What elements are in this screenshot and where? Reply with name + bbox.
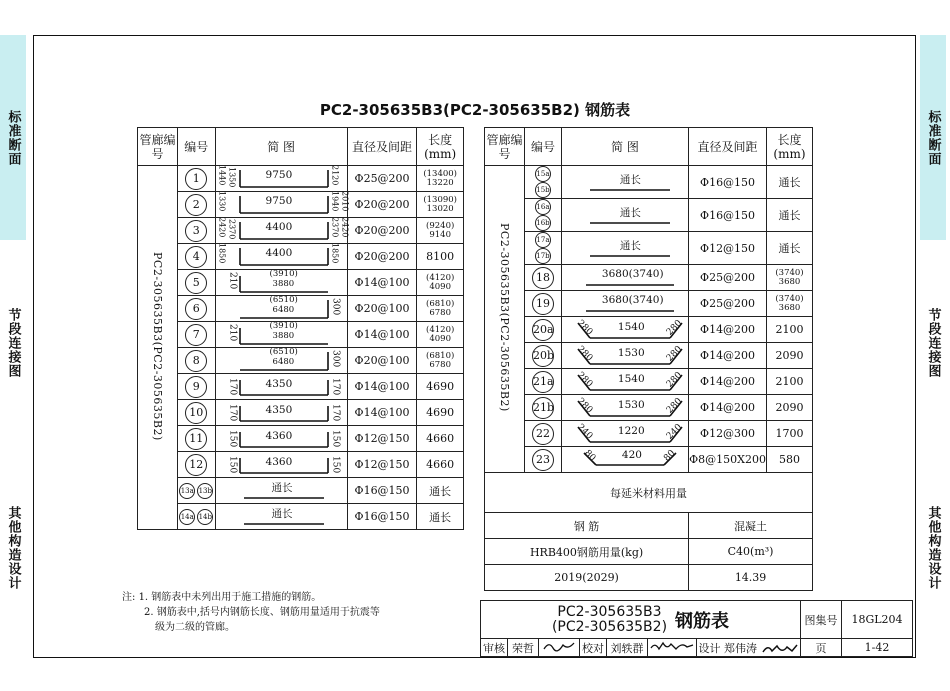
table-row: [485, 369, 813, 395]
bar-number-mark: 21a: [532, 371, 554, 393]
diagram-dimension: 6480: [272, 305, 295, 315]
bar-diameter-spacing: Φ16@150: [689, 166, 767, 199]
bar-diagram: [561, 369, 688, 395]
bar-number: [178, 322, 216, 348]
bar-diameter-spacing: Φ20@200: [347, 244, 417, 270]
bar-diagram: [215, 452, 347, 478]
atlas-number: 18GL204: [842, 601, 913, 639]
diagram-dimension: (6510): [269, 347, 298, 357]
diagram-dimension: 2010: [340, 191, 350, 212]
bar-length: 8100: [417, 244, 464, 270]
header-diagram: 简 图: [561, 128, 688, 166]
diagram-dimension: 4350: [265, 378, 293, 390]
bar-length: 1700: [766, 421, 812, 447]
bar-number: [525, 395, 562, 421]
bar-length: 4660: [417, 426, 464, 452]
bar-number: [178, 166, 216, 192]
design-cell: 设计 郑伟涛: [697, 639, 801, 657]
bar-number-mark: 17b: [535, 248, 551, 264]
diagram-dimension: 420: [621, 449, 642, 461]
diagram-dimension: 4360: [265, 456, 293, 468]
bar-number-mark: 6: [185, 298, 207, 320]
bar-diameter-spacing: Φ20@200: [347, 192, 417, 218]
diagram-dimension: 通长: [271, 482, 293, 494]
summary-steel-unit: HRB400钢筋用量(kg): [485, 539, 689, 565]
side-tab-standard-section-left: 标准断面: [0, 35, 26, 240]
bar-diameter-spacing: Φ8@150X200: [689, 447, 767, 473]
diagram-dimension: 6480: [272, 357, 295, 367]
bar-number-mark: 13b: [197, 483, 213, 499]
bar-diameter-spacing: Φ14@100: [347, 270, 417, 296]
table-row: [485, 199, 813, 232]
table-row: [138, 166, 464, 192]
bar-diagram: [561, 199, 688, 232]
diagram-dimension: 280: [574, 318, 595, 338]
side-tab-standard-section-right: 标准断面: [920, 35, 946, 240]
bar-diagram: [215, 426, 347, 452]
table-row: [138, 452, 464, 478]
bar-number: [525, 199, 562, 232]
diagram-dimension: 240: [664, 422, 685, 442]
bar-length: 2100: [766, 317, 812, 343]
header-diagram: 简 图: [215, 128, 347, 166]
diagram-dimension: 1850: [330, 243, 340, 264]
bar-diagram: [215, 504, 347, 530]
table-row: [485, 317, 813, 343]
bar-number-mark: 8: [185, 350, 207, 372]
bar-diameter-spacing: Φ14@200: [689, 395, 767, 421]
side-tab-segment-connection-right: 节段连接图: [925, 307, 941, 378]
table-row: [485, 166, 813, 199]
diagram-dimension: 2420: [340, 217, 350, 238]
bar-diagram: [215, 478, 347, 504]
bar-length: 2090: [766, 343, 812, 369]
bar-diameter-spacing: Φ14@100: [347, 400, 417, 426]
bar-diagram: [561, 343, 688, 369]
table-row: [485, 395, 813, 421]
header-number: 编号: [525, 128, 562, 166]
bar-length: 通长: [766, 166, 812, 199]
diagram-dimension: 9750: [265, 195, 293, 207]
diagram-dimension: 280: [664, 318, 685, 338]
bar-number: [525, 317, 562, 343]
diagram-dimension: 3880: [272, 331, 295, 341]
bar-diagram: [561, 421, 688, 447]
bar-length: 580: [766, 447, 812, 473]
diagram-dimension: 1940: [330, 191, 340, 212]
bar-number: [525, 447, 562, 473]
diagram-dimension: 1350: [227, 167, 237, 188]
bar-diagram: [215, 400, 347, 426]
bar-diagram: [561, 447, 688, 473]
bar-diagram: [561, 317, 688, 343]
diagram-dimension: 1850: [217, 243, 227, 264]
checker-signature: [648, 639, 697, 657]
diagram-dimension: 1330: [217, 191, 227, 212]
diagram-dimension: 4360: [265, 430, 293, 442]
diagram-dimension: 80: [662, 448, 678, 464]
bar-diagram: [561, 265, 688, 291]
bar-number: [178, 426, 216, 452]
bar-diagram: [215, 348, 347, 374]
header-diameter: 直径及间距: [689, 128, 767, 166]
bar-number-mark: 4: [185, 246, 207, 268]
bar-length: (4120) 4090: [417, 270, 464, 296]
bar-number-mark: 22: [532, 423, 554, 445]
diagram-dimension: 4400: [265, 247, 293, 259]
reviewer-signature: [539, 639, 580, 657]
table-row: [138, 296, 464, 322]
diagram-dimension: 150: [227, 456, 238, 474]
bar-diagram: [561, 166, 688, 199]
diagram-dimension: 170: [227, 404, 238, 422]
page-number: 1-42: [842, 639, 913, 657]
header-diameter: 直径及间距: [347, 128, 417, 166]
rebar-table-right: [484, 127, 813, 591]
bar-number: [178, 218, 216, 244]
bar-number: [178, 244, 216, 270]
bar-number: [178, 374, 216, 400]
bar-diameter-spacing: Φ14@200: [689, 369, 767, 395]
bar-number: [178, 504, 216, 530]
diagram-dimension: 280: [574, 396, 595, 416]
bar-diameter-spacing: Φ12@300: [689, 421, 767, 447]
bar-diameter-spacing: Φ20@200: [347, 218, 417, 244]
pipe-code-cell: [485, 166, 525, 473]
bar-length: 通长: [417, 478, 464, 504]
bar-number-mark: 17a: [535, 232, 551, 248]
bar-number-mark: 7: [185, 324, 207, 346]
diagram-dimension: 1530: [617, 399, 645, 411]
bar-diagram: [215, 217, 350, 244]
bar-number-mark: 21b: [532, 397, 554, 419]
diagram-dimension: 280: [664, 344, 685, 364]
pipe-code: PC2-305635B3(PC2-305635B2): [498, 223, 511, 412]
table-row: [138, 348, 464, 374]
bar-diameter-spacing: Φ12@150: [347, 426, 417, 452]
bar-number: [178, 452, 216, 478]
table-row: [485, 421, 813, 447]
diagram-dimension: 1220: [617, 425, 645, 437]
bar-number-mark: 20b: [532, 345, 554, 367]
bar-diameter-spacing: Φ14@100: [347, 322, 417, 348]
bar-number: [178, 192, 216, 218]
diagram-dimension: (3910): [269, 321, 298, 331]
side-tab-other-design-right: 其他构造设计: [925, 505, 941, 590]
diagram-dimension: 300: [330, 298, 341, 316]
bar-diameter-spacing: Φ14@100: [347, 374, 417, 400]
bar-length: (3740) 3680: [766, 291, 812, 317]
table-row: [138, 192, 464, 218]
bar-number-mark: 20a: [532, 319, 554, 341]
bar-number-mark: 16b: [535, 215, 551, 231]
table-row: [485, 447, 813, 473]
diagram-dimension: 1440: [217, 165, 227, 186]
bar-number-mark: 9: [185, 376, 207, 398]
diagram-dimension: 170: [227, 378, 238, 396]
diagram-dimension: 通长: [619, 206, 641, 219]
bar-length: 4660: [417, 452, 464, 478]
diagram-dimension: 280: [574, 344, 595, 364]
diagram-dimension: 1540: [617, 373, 645, 385]
page-label: 页: [801, 639, 842, 657]
diagram-dimension: 300: [330, 350, 341, 368]
reviewer-name: 荣哲: [508, 639, 539, 657]
summary-concrete-unit: C40(m³): [689, 539, 813, 565]
bar-diagram: [215, 166, 347, 192]
diagram-dimension: 80: [582, 448, 598, 464]
bar-diameter-spacing: Φ20@100: [347, 348, 417, 374]
bar-number: [178, 478, 216, 504]
bar-number-mark: 3: [185, 220, 207, 242]
bar-diagram: [561, 232, 688, 265]
title-block: [480, 600, 913, 657]
bar-diagram: [215, 244, 347, 270]
bar-length: (13090) 13020: [417, 192, 464, 218]
diagram-dimension: 通长: [619, 239, 641, 252]
diagram-dimension: 150: [330, 456, 341, 474]
bar-length: 通长: [417, 504, 464, 530]
table-row: [485, 343, 813, 369]
bar-diagram: [215, 270, 347, 296]
diagram-dimension: 280: [664, 370, 685, 390]
diagram-dimension: 3680(3740): [601, 294, 664, 306]
diagram-dimension: 通长: [619, 173, 641, 186]
bar-number: [178, 296, 216, 322]
bar-number-mark: 11: [185, 428, 207, 450]
table-row: [485, 232, 813, 265]
header-pipe: 管廊编号: [485, 128, 525, 166]
pipe-code: PC2-305635B3(PC2-305635B2): [151, 251, 164, 441]
bar-number-mark: 14a: [179, 509, 195, 525]
bar-diameter-spacing: Φ25@200: [689, 291, 767, 317]
diagram-dimension: 2370: [330, 217, 340, 238]
bar-length: 4690: [417, 400, 464, 426]
bar-number-mark: 19: [532, 293, 554, 315]
diagram-dimension: 4400: [265, 221, 293, 233]
header-length: 长度(mm): [417, 128, 464, 166]
diagram-dimension: 170: [330, 404, 341, 422]
header-number: 编号: [178, 128, 216, 166]
bar-diameter-spacing: Φ20@100: [347, 296, 417, 322]
diagram-dimension: 3680(3740): [601, 268, 664, 280]
title-block-name: PC2-305635B3 (PC2-305635B2) 钢筋表: [481, 601, 801, 639]
diagram-dimension: 9750: [265, 169, 293, 181]
diagram-dimension: 通长: [271, 508, 293, 520]
bar-number: [525, 232, 562, 265]
summary-steel-value: 2019(2029): [485, 565, 689, 591]
table-row: [485, 291, 813, 317]
bar-length: (6810) 6780: [417, 296, 464, 322]
bar-number: [525, 291, 562, 317]
bar-number: [525, 166, 562, 199]
review-label: 审核: [481, 639, 508, 657]
bar-diameter-spacing: Φ16@150: [347, 478, 417, 504]
diagram-dimension: 4350: [265, 404, 293, 416]
side-tab-other-design-left: 其他构造设计: [5, 505, 21, 590]
bar-number-mark: 15b: [535, 182, 551, 198]
bar-number-mark: 18: [532, 267, 554, 289]
side-tab-segment-connection-left: 节段连接图: [5, 307, 21, 378]
designer-name: 郑伟涛: [724, 641, 757, 655]
bar-number: [178, 400, 216, 426]
diagram-dimension: 280: [574, 370, 595, 390]
checker-name: 刘轶群: [607, 639, 648, 657]
bar-diagram: [215, 296, 347, 322]
diagram-dimension: 2420: [217, 217, 227, 238]
bar-diameter-spacing: Φ16@150: [689, 199, 767, 232]
bar-length: 2090: [766, 395, 812, 421]
diagram-dimension: 150: [330, 430, 341, 448]
header-length: 长度(mm): [766, 128, 812, 166]
bar-diagram: [215, 374, 347, 400]
table-row: [485, 265, 813, 291]
bar-number-mark: 14b: [197, 509, 213, 525]
bar-diagram: [561, 395, 688, 421]
header-pipe: 管廊编号: [138, 128, 178, 166]
diagram-dimension: 280: [664, 396, 685, 416]
diagram-dimension: 2370: [227, 219, 237, 240]
table-row: [138, 218, 464, 244]
table-row: [138, 426, 464, 452]
diagram-dimension: (3910): [269, 269, 298, 279]
bar-number: [178, 270, 216, 296]
bar-diameter-spacing: Φ12@150: [347, 452, 417, 478]
bar-number-mark: 15a: [535, 166, 551, 182]
check-label: 校对: [580, 639, 607, 657]
summary-concrete-value: 14.39: [689, 565, 813, 591]
bar-diameter-spacing: Φ12@150: [689, 232, 767, 265]
bar-diameter-spacing: Φ14@200: [689, 343, 767, 369]
bar-diameter-spacing: Φ14@200: [689, 317, 767, 343]
bar-number-mark: 1: [185, 168, 207, 190]
bar-diagram: [215, 322, 347, 348]
table-row: [138, 270, 464, 296]
bar-number-mark: 10: [185, 402, 207, 424]
diagram-dimension: 3880: [272, 279, 295, 289]
table-row: [138, 400, 464, 426]
bar-length: (13400) 13220: [417, 166, 464, 192]
diagram-dimension: (6510): [269, 295, 298, 305]
pipe-code-cell: [138, 166, 178, 530]
bar-number: [525, 369, 562, 395]
bar-diagram: [215, 191, 350, 218]
bar-number-mark: 16a: [535, 199, 551, 215]
bar-length: 2100: [766, 369, 812, 395]
table-row: [138, 504, 464, 530]
summary-concrete: 混凝土: [689, 513, 813, 539]
bar-length: (4120) 4090: [417, 322, 464, 348]
bar-number: [178, 348, 216, 374]
table-row: [138, 244, 464, 270]
bar-number: [525, 265, 562, 291]
table-row: [138, 322, 464, 348]
notes: 注: 1. 钢筋表中未列出用于施工措施的钢筋。 2. 钢筋表中,括号内钢筋长度、钢筋用量适用于抗震等 级为二级的管廊。: [122, 592, 380, 633]
rebar-table-left: [137, 127, 464, 530]
bar-diagram: [561, 291, 688, 317]
page-title: PC2-305635B3(PC2-305635B2) 钢筋表: [319, 101, 631, 119]
bar-diameter-spacing: Φ25@200: [347, 166, 417, 192]
bar-number-mark: 13a: [179, 483, 195, 499]
diagram-dimension: 2120: [330, 165, 340, 186]
bar-number: [525, 421, 562, 447]
bar-number-mark: 5: [185, 272, 207, 294]
diagram-dimension: 240: [574, 422, 595, 442]
bar-length: 通长: [766, 232, 812, 265]
bar-diameter-spacing: Φ16@150: [347, 504, 417, 530]
summary-steel: 钢 筋: [485, 513, 689, 539]
diagram-dimension: 170: [330, 378, 341, 396]
diagram-dimension: 210: [227, 272, 238, 290]
bar-length: (3740) 3680: [766, 265, 812, 291]
bar-diameter-spacing: Φ25@200: [689, 265, 767, 291]
bar-length: (6810) 6780: [417, 348, 464, 374]
bar-number-mark: 23: [532, 449, 554, 471]
atlas-label: 图集号: [801, 601, 842, 639]
bar-length: (9240) 9140: [417, 218, 464, 244]
bar-number-mark: 12: [185, 454, 207, 476]
diagram-dimension: 1530: [617, 347, 645, 359]
bar-length: 通长: [766, 199, 812, 232]
summary-title: 每延米材料用量: [485, 473, 813, 513]
bar-length: 4690: [417, 374, 464, 400]
bar-number-mark: 2: [185, 194, 207, 216]
table-row: [138, 478, 464, 504]
diagram-dimension: 210: [227, 324, 238, 342]
bar-number: [525, 343, 562, 369]
table-row: [138, 374, 464, 400]
diagram-dimension: 1540: [617, 321, 645, 333]
diagram-dimension: 150: [227, 430, 238, 448]
